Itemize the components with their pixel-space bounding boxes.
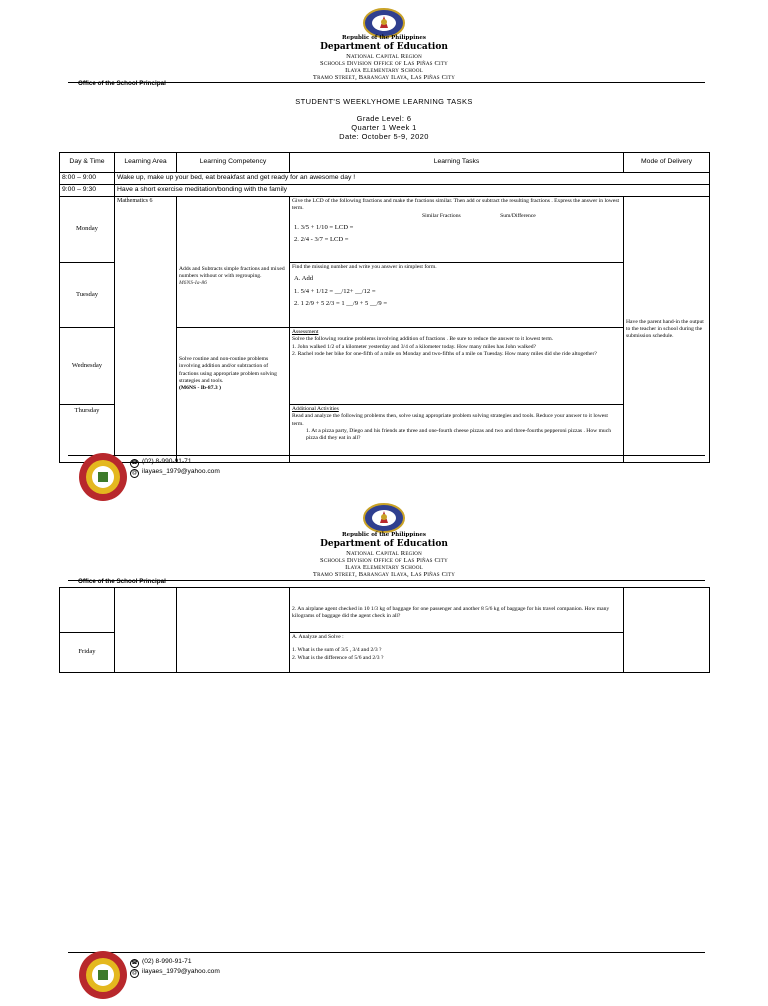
competency-code: M6NS-Ia-86 bbox=[179, 280, 207, 287]
competency-cell-2 bbox=[177, 328, 290, 463]
learning-tasks-table-continued bbox=[59, 587, 710, 673]
department-label: Department of Education bbox=[320, 42, 448, 52]
mode-of-delivery-cell: Have the parent hand-in the output to the teacher in school during the submission schedule. bbox=[624, 197, 710, 463]
grade-level: Grade Level: 6 bbox=[356, 114, 412, 123]
office-label: Office of the School Principal bbox=[78, 80, 166, 87]
sum-difference-col: Sum/Difference bbox=[500, 212, 536, 219]
department-label: Department of Education bbox=[320, 539, 448, 549]
doc-title: STUDENT'S WEEKLYHOME LEARNING TASKS bbox=[295, 97, 473, 106]
region-label: National Capital Region bbox=[346, 53, 422, 60]
tuesday-task-intro: Find the missing number and write you answer in simplest form. bbox=[292, 264, 437, 270]
assessment-intro: Solve the following routine problems involving addition of fractions . Be sure to reduce the answer to it lowest term. bbox=[292, 336, 554, 343]
monday-eq-1: 1. 3/5 + 1/10 = LCD = bbox=[294, 223, 354, 231]
analyze-solve-label: A. Analyze and Solve : bbox=[292, 634, 344, 640]
header-mode-of-delivery: Mode of Delivery bbox=[624, 153, 710, 173]
address-label: Tramo Street, Barangay Ilaya, Las Piñas City bbox=[312, 74, 456, 81]
monday-eq-2: 2. 2/4 - 3/7 = LCD = bbox=[294, 236, 349, 244]
tuesday-eq-1: 1. 5/4 + 1/12 = __/12+ __/12 = bbox=[294, 287, 376, 295]
division-label: Schools Division Office of Las Piñas City bbox=[320, 60, 448, 67]
office-label: Office of the School Principal bbox=[78, 578, 166, 585]
assessment-problem-2: 2. Rachel rode her bike for one-fifth of a mile on Monday and two-fifths of a mile on Tuesday. How many miles did she ride altogether? bbox=[292, 350, 597, 357]
email-icon: @ bbox=[131, 970, 138, 976]
tuesday-add-label: A. Add bbox=[294, 275, 314, 283]
footer-rule bbox=[68, 952, 705, 953]
additional-activities-intro: Read and analyze the following problems then, solve using appropriate problem solving strategies and tools. Reduce your answer to it lowest term. bbox=[292, 413, 608, 427]
additional-activities-label: Additional Activities bbox=[292, 406, 339, 412]
email-icon: @ bbox=[131, 470, 138, 476]
phone-icon: ☎ bbox=[131, 460, 138, 466]
day-tuesday: Tuesday bbox=[60, 263, 115, 328]
competency-cell-1 bbox=[177, 197, 290, 328]
republic-label: Republic of the Philippines bbox=[342, 35, 426, 41]
header-learning-area: Learning Area bbox=[115, 153, 177, 173]
header-day-time: Day & Time bbox=[60, 153, 115, 173]
friday-question-2: 2. What is the difference of 5/6 and 2/3 ? bbox=[292, 654, 384, 661]
additional-problem-1: 1. At a pizza party, Diego and his friends ate three and one-fourth cheese pizzas and two and three-fourths pepperoni pizzas . How much pizza did they eat in all? bbox=[306, 427, 612, 442]
phone-icon: ☎ bbox=[131, 960, 138, 966]
monday-task-intro: Give the LCD of the following fractions and make the fractions similar. Then add or subtract the resulting fractions . Express the answer in lowest term. bbox=[292, 198, 620, 212]
email-address: ilayaes_1979@yahoo.com bbox=[142, 968, 220, 975]
routine-cell: Have a short exercise meditation/bonding with the family bbox=[115, 185, 710, 197]
day-monday: Monday bbox=[60, 197, 115, 263]
school-label: Ilaya Elementary School bbox=[345, 67, 423, 74]
deped-seal-icon bbox=[362, 503, 406, 533]
address-label: Tramo Street, Barangay Ilaya, Las Piñas City bbox=[312, 571, 456, 578]
day-friday: Friday bbox=[60, 633, 115, 673]
school-logo-icon bbox=[78, 950, 128, 1000]
monday-task-cell bbox=[290, 197, 624, 263]
header-learning-competency: Learning Competency bbox=[177, 153, 290, 173]
header-learning-tasks: Learning Tasks bbox=[290, 153, 624, 173]
competency-text: Adds and Subtracts simple fractions and mixed numbers without or with regrouping. bbox=[179, 265, 285, 279]
similar-fractions-col: Similar Fractions bbox=[422, 212, 461, 219]
contact-block bbox=[130, 958, 220, 978]
empty-cell bbox=[60, 588, 115, 633]
competency-text: Solve routine and non-routine problems involving addition and/or subtraction of fractions using appropriate problem solving strategies and tools. bbox=[179, 356, 277, 384]
deped-seal-icon bbox=[362, 8, 406, 38]
friday-task-cell bbox=[290, 633, 624, 673]
quarter-week: Quarter 1 Week 1 bbox=[351, 123, 417, 132]
wednesday-task-cell bbox=[290, 328, 624, 405]
email-address: ilayaes_1979@yahoo.com bbox=[142, 468, 220, 475]
time-cell: 8:00 – 9:00 bbox=[60, 173, 115, 185]
day-wednesday: Wednesday bbox=[60, 328, 115, 405]
empty-cell bbox=[624, 588, 710, 673]
learning-tasks-table bbox=[59, 152, 710, 463]
school-label: Ilaya Elementary School bbox=[345, 564, 423, 571]
learning-area-cell: Mathematics 6 bbox=[115, 197, 177, 463]
phone-number: (02) 8-990-91-71 bbox=[142, 958, 192, 965]
friday-problem-2: 2. An airplane agent checked in 10 1/3 kg of baggage for one passenger and another 8 5/6 kg of baggage for his travel companion. How many kilograms of baggage did the agent check in all? bbox=[290, 588, 624, 633]
day-thursday: Thursday bbox=[60, 405, 115, 463]
empty-cell bbox=[115, 588, 177, 673]
republic-label: Republic of the Philippines bbox=[342, 532, 426, 538]
date-range: Date: October 5-9, 2020 bbox=[339, 132, 429, 141]
tuesday-task-cell bbox=[290, 263, 624, 328]
time-cell: 9:00 – 9:30 bbox=[60, 185, 115, 197]
school-logo-icon bbox=[78, 452, 128, 502]
thursday-task-cell bbox=[290, 405, 624, 463]
assessment-problem-1: 1. John walked 1/2 of a kilometer yesterday and 3/4 of a kilometer today. How many miles has John walked? bbox=[292, 343, 536, 350]
competency-code: (M6NS - Ib-87.3 ) bbox=[179, 385, 221, 392]
tuesday-eq-2: 2. 1 2/9 + 5 2/3 = 1 __/9 + 5 __/9 = bbox=[294, 300, 388, 308]
routine-cell: Wake up, make up your bed, eat breakfast and get ready for an awesome day ! bbox=[115, 173, 710, 185]
friday-question-1: 1. What is the sum of 3/5 , 3/4 and 2/3 ? bbox=[292, 647, 382, 654]
division-label: Schools Division Office of Las Piñas City bbox=[320, 557, 448, 564]
empty-cell bbox=[177, 588, 290, 673]
region-label: National Capital Region bbox=[346, 550, 422, 557]
phone-number: (02) 8-990-91-71 bbox=[142, 458, 192, 465]
footer-rule bbox=[68, 455, 705, 456]
assessment-label: Assessment bbox=[292, 329, 319, 335]
contact-block bbox=[130, 458, 220, 478]
